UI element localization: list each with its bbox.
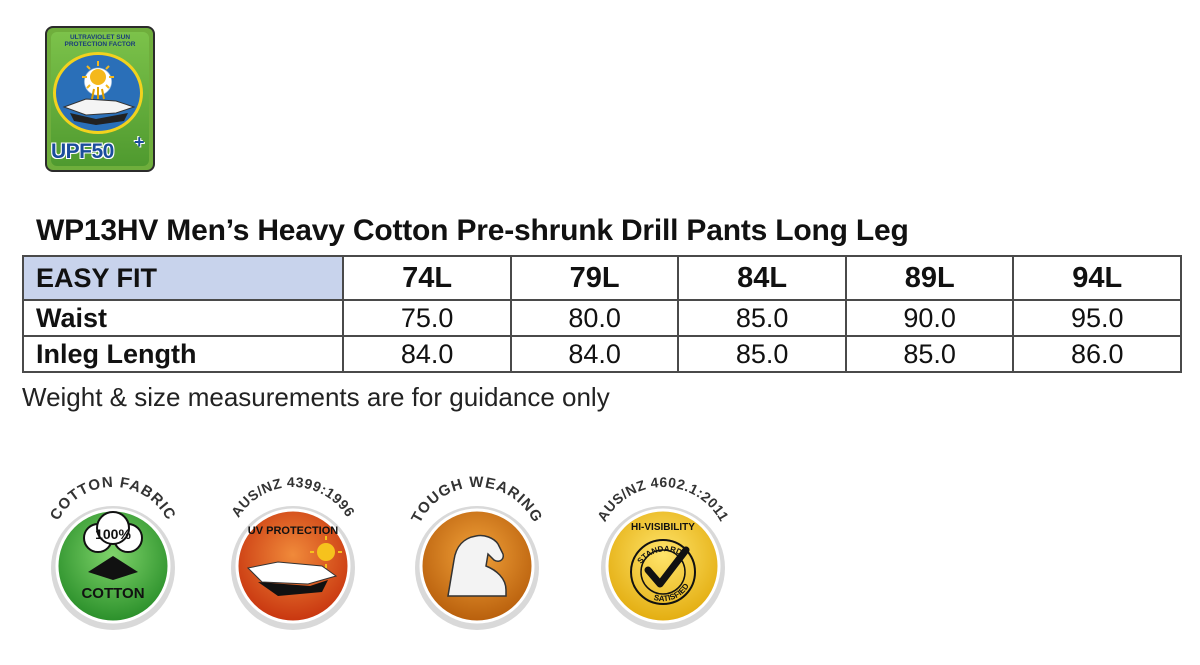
badge-line1: 100% <box>95 526 131 542</box>
fit-label: EASY FIT <box>23 256 343 300</box>
badge-line2: COTTON <box>81 585 145 602</box>
badge-line1: HI-VISIBILITY <box>631 522 695 533</box>
upf-badge-top-text <box>47 34 153 48</box>
table-cell: 84.0 <box>343 336 511 372</box>
size-header: 84L <box>678 256 846 300</box>
tough-wearing-badge <box>402 468 552 638</box>
table-cell: 85.0 <box>846 336 1014 372</box>
table-cell: 85.0 <box>678 336 846 372</box>
table-cell: 86.0 <box>1013 336 1181 372</box>
row-label: Waist <box>23 300 343 336</box>
table-cell: 80.0 <box>511 300 679 336</box>
cotton-fabric-badge <box>38 468 188 638</box>
table-cell: 95.0 <box>1013 300 1181 336</box>
guidance-note: Weight & size measurements are for guidance only <box>22 382 610 412</box>
badge-ring-bottom: SATISFIED <box>652 581 691 604</box>
table-row-inleg <box>23 336 1181 372</box>
size-header: 79L <box>511 256 679 300</box>
upf-top-line1: ULTRAVIOLET SUN <box>69 34 131 41</box>
uv-badge-graphic <box>218 468 368 638</box>
badge-arc-text: TOUGH WEARING <box>408 473 546 526</box>
upf-label: UPF50 <box>51 140 114 163</box>
badge-arc-text: COTTON FABRIC <box>46 473 180 524</box>
hivis-badge-graphic <box>588 468 738 638</box>
table-cell: 75.0 <box>343 300 511 336</box>
badge-line1: UV PROTECTION <box>247 525 339 537</box>
sun-fabric-icon <box>56 55 140 131</box>
size-header: 94L <box>1013 256 1181 300</box>
table-cell: 90.0 <box>846 300 1014 336</box>
tough-badge-graphic <box>402 468 552 638</box>
product-title: WP13HV Men’s Heavy Cotton Pre-shrunk Drill Pants Long Leg <box>36 214 909 247</box>
upf-oval <box>53 52 143 134</box>
upf-top-line2: PROTECTION FACTOR <box>64 41 136 48</box>
hi-visibility-badge <box>588 468 738 638</box>
size-header: 89L <box>846 256 1014 300</box>
upf-plus: + <box>134 132 145 152</box>
badge-arc-text: AUS/NZ 4399:1996 <box>227 473 359 520</box>
cotton-badge-graphic <box>38 468 188 638</box>
upf50-badge <box>45 26 155 172</box>
row-label: Inleg Length <box>23 336 343 372</box>
badge-ring-top: STANDARD <box>635 544 684 566</box>
size-chart-table <box>22 255 1182 373</box>
table-cell: 84.0 <box>511 336 679 372</box>
badge-arc-text: AUS/NZ 4602.1:2011 <box>593 473 733 525</box>
uv-protection-badge <box>218 468 368 638</box>
table-row-waist <box>23 300 1181 336</box>
size-header-row <box>23 256 1181 300</box>
size-header: 74L <box>343 256 511 300</box>
table-cell: 85.0 <box>678 300 846 336</box>
